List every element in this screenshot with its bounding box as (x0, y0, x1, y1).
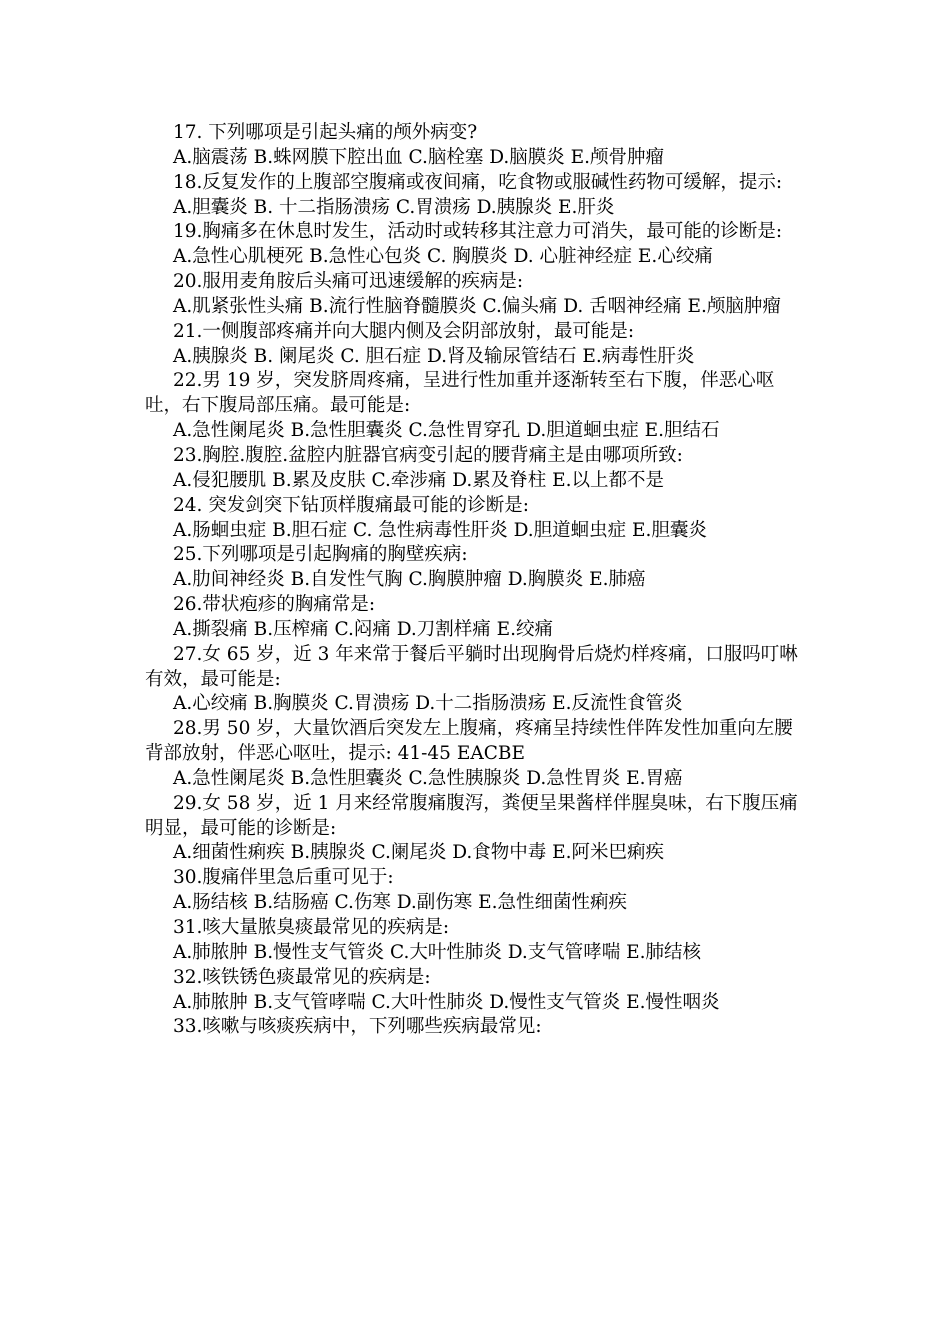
question-text: 18.反复发作的上腹部空腹痛或夜间痛，吃食物或服碱性药物可缓解，提示: (173, 171, 783, 193)
question-text: 31.咳大量脓臭痰最常见的疾病是: (173, 917, 450, 938)
options-text: A.急性阑尾炎 B.急性胆囊炎 C.急性胃穿孔 D.胆道蛔虫症 E.胆结石 (173, 420, 720, 442)
question-text: 19.胸痛多在休息时发生，活动时或转移其注意力可消失，最可能的诊断是: (173, 221, 783, 243)
options-text: A.撕裂痛 B.压榨痛 C.闷痛 D.刀割样痛 E.绞痛 (173, 618, 554, 640)
options-text: A.肠结核 B.结肠癌 C.伤寒 D.副伤寒 E.急性细菌性痢疾 (173, 892, 628, 914)
options-text: A.侵犯腰肌 B.累及皮肤 C.牵涉痛 D.累及脊柱 E.以上都不是 (173, 469, 665, 491)
options-text: A.急性阑尾炎 B.急性胆囊炎 C.急性胰腺炎 D.急性胃炎 E.胃癌 (173, 767, 683, 789)
question-text: 22.男 19 岁，突发脐周疼痛，呈进行性加重并逐渐转至右下腹，伴恶心呕吐，右下腹局部压痛。最可能是: (145, 370, 775, 417)
options-text: A.脑震荡 B.蛛网膜下腔出血 C.脑栓塞 D.脑膜炎 E.颅骨肿瘤 (173, 146, 665, 168)
options-text: A.胆囊炎 B. 十二指肠溃疡 C.胃溃疡 D.胰腺炎 E.肝炎 (173, 196, 615, 218)
options-text: A.细菌性痢疾 B.胰腺炎 C.阑尾炎 D.食物中毒 E.阿米巴痢疾 (173, 842, 665, 864)
question-text: 30.腹痛伴里急后重可见于: (173, 867, 394, 889)
options-text: A.肠蛔虫症 B.胆石症 C. 急性病毒性肝炎 D.胆道蛔虫症 E.胆囊炎 (173, 519, 707, 541)
question-text: 32.咳铁锈色痰最常见的疾病是: (173, 966, 431, 988)
options-text: A.急性心肌梗死 B.急性心包炎 C. 胸膜炎 D. 心脏神经症 E.心绞痛 (173, 246, 713, 268)
question-text: 26.带状疱疹的胸痛常是: (173, 594, 376, 616)
question-list (145, 121, 807, 1040)
question-text: 25.下列哪项是引起胸痛的胸壁疾病: (173, 544, 468, 566)
options-text: A.胰腺炎 B. 阑尾炎 C. 胆石症 D.肾及输尿管结石 E.病毒性肝炎 (173, 345, 695, 367)
question-text: 28.男 50 岁，大量饮酒后突发左上腹痛，疼痛呈持续性伴阵发性加重向左腰背部放射，伴恶心呕吐，提示: 41-45 EACBE (145, 718, 793, 765)
question-text: 23.胸腔.腹腔.盆腔内脏器官病变引起的腰背痛主是由哪项所致: (173, 444, 683, 466)
options-text: A.肺脓肿 B.慢性支气管炎 C.大叶性肺炎 D.支气管哮喘 E.肺结核 (173, 941, 702, 963)
question-text: 29.女 58 岁，近 1 月来经常腹痛腹泻，粪便呈果酱样伴腥臭味，右下腹压痛明显，最可能的诊断是: (145, 792, 798, 839)
options-text: A.肺脓肿 B.支气管哮喘 C.大叶性肺炎 D.慢性支气管炎 E.慢性咽炎 (173, 991, 720, 1013)
question-text: 20.服用麦角胺后头痛可迅速缓解的疾病是: (173, 271, 524, 293)
question-text: 33.咳嗽与咳痰疾病中，下列哪些疾病最常见: (173, 1016, 542, 1038)
question-text: 24. 突发剑突下钻顶样腹痛最可能的诊断是: (173, 494, 530, 516)
options-text: A.肋间神经炎 B.自发性气胸 C.胸膜肿瘤 D.胸膜炎 E.肺癌 (173, 569, 646, 591)
question-text: 21.一侧腹部疼痛并向大腿内侧及会阴部放射，最可能是: (173, 320, 635, 342)
question-text: 27.女 65 岁，近 3 年来常于餐后平躺时出现胸骨后烧灼样疼痛，口服吗叮啉有效，最可能是: (145, 643, 798, 690)
options-text: A.心绞痛 B.胸膜炎 C.胃溃疡 D.十二指肠溃疡 E.反流性食管炎 (173, 693, 683, 715)
question-text: 17. 下列哪项是引起头痛的颅外病变? (173, 122, 478, 143)
options-text: A.肌紧张性头痛 B.流行性脑脊髓膜炎 C.偏头痛 D. 舌咽神经痛 E.颅脑肿瘤 (173, 295, 781, 317)
